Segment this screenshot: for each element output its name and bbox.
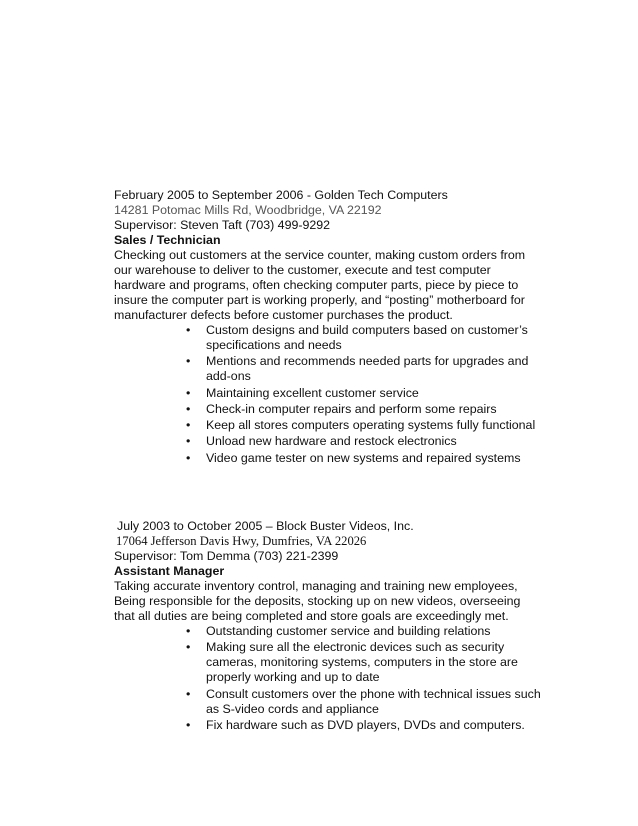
bullet-icon: • — [186, 640, 191, 655]
bullet-icon: • — [186, 418, 191, 433]
duty-text: Consult customers over the phone with technical issues such as S-video cords and appliance — [206, 686, 541, 716]
job-period-company: July 2003 to October 2005 – Block Buster Videos, Inc. — [117, 519, 414, 533]
list-item — [114, 402, 546, 417]
duty-text: Mentions and recommends needed parts for upgrades and add-ons — [206, 354, 529, 384]
bullet-icon: • — [186, 434, 191, 449]
bullet-icon: • — [186, 624, 191, 638]
job-duties-list — [114, 624, 554, 733]
duty-text: Maintaining excellent customer service — [206, 385, 419, 400]
job-address: 14281 Potomac Mills Rd, Woodbridge, VA 22192 — [114, 203, 382, 217]
bullet-icon: • — [186, 717, 191, 732]
bullet-icon: • — [186, 354, 191, 369]
duty-text: Video game tester on new systems and repaired systems — [206, 450, 521, 465]
job-section — [114, 519, 554, 734]
job-title: Assistant Manager — [114, 564, 225, 578]
list-item — [114, 451, 566, 466]
duty-text: Unload new hardware and restock electronics — [206, 434, 457, 449]
list-item — [114, 323, 546, 353]
list-item — [114, 624, 546, 639]
job-supervisor: Supervisor: Steven Taft (703) 499-9292 — [114, 218, 331, 232]
job-supervisor: Supervisor: Tom Demma (703) 221-2399 — [114, 549, 339, 563]
list-item — [114, 687, 546, 717]
bullet-icon: • — [186, 686, 191, 701]
list-item — [114, 386, 546, 401]
list-item — [114, 718, 566, 733]
bullet-icon: • — [186, 385, 191, 400]
job-section — [114, 188, 554, 467]
job-title: Sales / Technician — [114, 233, 221, 247]
duty-text: Making sure all the electronic devices such as security cameras, monitoring systems, computers in the store are properly working and up to date — [206, 640, 518, 685]
job-duties-list — [114, 323, 554, 466]
list-item — [114, 640, 546, 685]
job-description: Taking accurate inventory control, managing and training new employees, Being responsible for the deposits, stocking up on new videos, overseeing that all duties are being completed and store goals are exceedingly met. — [114, 579, 521, 623]
duty-text: Check-in computer repairs and perform some repairs — [206, 401, 497, 416]
duty-text: Keep all stores computers operating systems fully functional — [206, 418, 536, 433]
duty-text: Fix hardware such as DVD players, DVDs and computers. — [206, 717, 525, 732]
list-item — [114, 354, 546, 384]
job-address: 17064 Jefferson Davis Hwy, Dumfries, VA 22026 — [116, 534, 367, 548]
list-item — [114, 418, 566, 433]
list-item — [114, 434, 546, 449]
bullet-icon: • — [186, 323, 191, 337]
job-period-company: February 2005 to September 2006 - Golden Tech Computers — [114, 188, 448, 202]
bullet-icon: • — [186, 450, 191, 465]
bullet-icon: • — [186, 401, 191, 416]
duty-text: Custom designs and build computers based on customer’s specifications and needs — [206, 323, 528, 352]
job-description: Checking out customers at the service counter, making custom orders from our warehouse to deliver to the customer, execute and test computer hardware and programs, often checking computer parts, piece by piece to insure the computer part is working properly, and “posting” motherboard for manufacturer defects before customer purchases the product. — [114, 248, 526, 322]
duty-text: Outstanding customer service and building relations — [206, 624, 491, 638]
